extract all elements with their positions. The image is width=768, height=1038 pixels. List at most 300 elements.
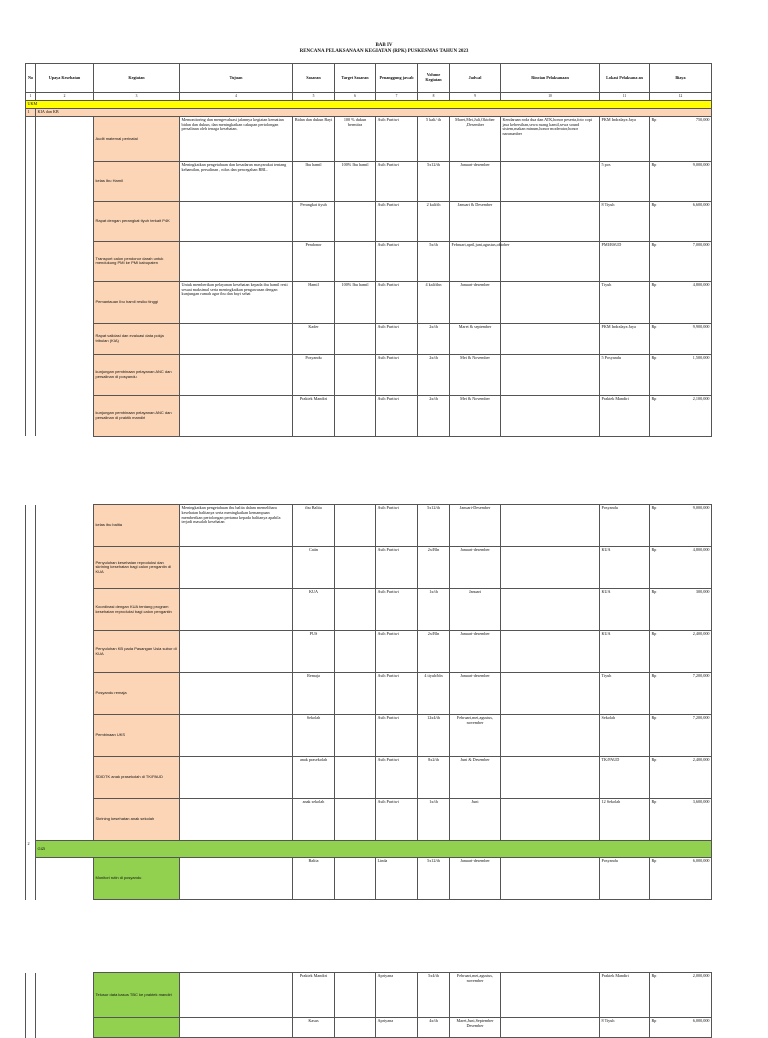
volume-cell: 4 kali/thn [418, 281, 450, 323]
volume-cell: 5x12/th [418, 161, 450, 201]
pj-cell: Asih Purtiwi [376, 673, 418, 715]
upaya-cell [36, 161, 94, 201]
header-row [26, 64, 712, 93]
biaya-currency: Rp [650, 547, 663, 589]
col-no: No [26, 64, 36, 93]
target-cell [335, 973, 376, 1018]
kegiatan-cell: Transport calon pendonor darah untuk mendukung PMI ke PMI kabupaten [94, 241, 180, 281]
column-number-row [26, 93, 712, 101]
kegiatan-cell: Telusur data kasus TBC ke praktek mandiri [94, 973, 180, 1018]
rincian-cell [501, 354, 600, 395]
tujuan-cell [180, 241, 293, 281]
col-number: 8 [418, 93, 450, 101]
upaya-cell [36, 1018, 94, 1038]
col-number: 6 [335, 93, 376, 101]
biaya-value: 6,600,000 [663, 201, 712, 241]
table-row [26, 973, 712, 1018]
rincian-cell [501, 715, 600, 757]
table-row [26, 241, 712, 281]
ukm-row [26, 101, 712, 109]
col-lokasi: Lokasi Pelaksana an [600, 64, 650, 93]
upaya-cell [36, 631, 94, 673]
lokasi-cell: Praktek Mandiri [600, 973, 650, 1018]
no-cell [26, 858, 36, 900]
col-number: 4 [180, 93, 293, 101]
ukm-label: UKM [26, 101, 712, 109]
sasaran-cell: Praktek Mandiri [293, 395, 335, 436]
pj-cell: Asih Purtiwi [376, 547, 418, 589]
jadwal-cell: Februari,mei,agustus, november [450, 973, 501, 1018]
no-cell [26, 505, 36, 547]
table-row [26, 323, 712, 354]
volume-cell: 5x/th [418, 241, 450, 281]
table-row [26, 799, 712, 841]
col-number: 11 [600, 93, 650, 101]
lokasi-cell: Posyandu [600, 505, 650, 547]
tujuan-cell [180, 973, 293, 1018]
biaya-currency: Rp [650, 799, 663, 841]
lokasi-cell: Praktek Mandiri [600, 395, 650, 436]
volume-cell: 4 tiyuh/bln [418, 673, 450, 715]
table-row [26, 116, 712, 161]
table-row [26, 354, 712, 395]
sasaran-cell: Hamil [293, 281, 335, 323]
tujuan-cell: Memonitoring dan mengevaluasi jalannya kegiatan kematian bidan dan dukun, dan meningkatkan cakupan pertolongan persalinan oleh tenaga kesehatan. [180, 116, 293, 161]
pj-cell: Asih Purtiwi [376, 281, 418, 323]
lokasi-cell: KUA [600, 631, 650, 673]
volume-cell: 5 kali/ th [418, 116, 450, 161]
sasaran-cell: anak sekolah [293, 799, 335, 841]
sasaran-cell: Ibu hamil [293, 161, 335, 201]
tujuan-cell [180, 354, 293, 395]
jadwal-cell: Juni [450, 799, 501, 841]
rincian-cell [501, 395, 600, 436]
sasaran-cell: Kasus [293, 1018, 335, 1038]
sasaran-cell: KUA [293, 589, 335, 631]
volume-cell: 4x/th [418, 1018, 450, 1038]
target-cell [335, 323, 376, 354]
target-cell [335, 757, 376, 799]
upaya-cell [36, 323, 94, 354]
kegiatan-cell: Rapat validasi dan evaluasi data pokja tribulan (KIA) [94, 323, 180, 354]
biaya-value: 6,000,000 [663, 1018, 712, 1038]
lokasi-cell: PMI/RSUD [600, 241, 650, 281]
rincian-cell [501, 799, 600, 841]
tujuan-cell [180, 757, 293, 799]
upaya-cell [36, 757, 94, 799]
section-label: KIA dan KB [36, 108, 712, 116]
rincian-cell [501, 589, 600, 631]
lokasi-cell: TK/PAUD [600, 757, 650, 799]
kegiatan-cell: kelas Ibu Hamil [94, 161, 180, 201]
volume-cell: 2x/Bln [418, 547, 450, 589]
table-row [26, 631, 712, 673]
rpk-table-page-1 [25, 63, 712, 437]
pj-cell: Asih Purtiwi [376, 715, 418, 757]
biaya-value: 6,000,000 [663, 858, 712, 900]
upaya-cell [36, 858, 94, 900]
upaya-cell [36, 799, 94, 841]
biaya-value: 7,000,000 [663, 241, 712, 281]
table-row [26, 547, 712, 589]
volume-cell: 2x/Bln [418, 631, 450, 673]
tujuan-cell [180, 201, 293, 241]
biaya-currency: Rp [650, 161, 663, 201]
rincian-cell [501, 973, 600, 1018]
biaya-currency: Rp [650, 1018, 663, 1038]
table-row [26, 201, 712, 241]
tujuan-cell: Meningkatkan pengetahuan ibu balita dalam memelihara kesehatan balitanya serta meningkatkan kemampuan memberikan pertolongan pertama kepada balitanya apabila terjadi masalah kesehatan [180, 505, 293, 547]
rpk-table-page-3 [25, 972, 712, 1038]
biaya-value: 4,800,000 [663, 547, 712, 589]
rincian-cell [501, 1018, 600, 1038]
target-cell [335, 201, 376, 241]
section-gizi-row [26, 841, 712, 858]
sasaran-cell: anak prasekolah [293, 757, 335, 799]
target-cell [335, 505, 376, 547]
section-label: GIZI [36, 841, 712, 858]
pj-cell: Asih Purtiwi [376, 354, 418, 395]
rincian-cell [501, 323, 600, 354]
biaya-currency: Rp [650, 281, 663, 323]
volume-cell: 2x/th [418, 354, 450, 395]
biaya-value: 750,000 [663, 116, 712, 161]
volume-cell: 12x4/th [418, 715, 450, 757]
rincian-cell [501, 241, 600, 281]
no-cell [26, 241, 36, 281]
lokasi-cell: 12 Sekolah [600, 799, 650, 841]
no-cell [26, 715, 36, 757]
kegiatan-cell: Skrining kesehatan anak sekolah [94, 799, 180, 841]
rpk-table-page-2 [25, 504, 712, 900]
no-cell [26, 547, 36, 589]
no-cell [26, 354, 36, 395]
pj-cell: Apriyana [376, 1018, 418, 1038]
biaya-value: 4,800,000 [663, 281, 712, 323]
table-row [26, 161, 712, 201]
section-number: 2 [26, 841, 36, 858]
jadwal-cell: Januari [450, 589, 501, 631]
table-row [26, 395, 712, 436]
biaya-currency: Rp [650, 201, 663, 241]
jadwal-cell: Januari-desember [450, 858, 501, 900]
lokasi-cell: 8 Tiyuh [600, 201, 650, 241]
jadwal-cell: Januari-Desember [450, 505, 501, 547]
jadwal-cell: Februari,april,juni,agustus,oktober [450, 241, 501, 281]
tujuan-cell [180, 799, 293, 841]
target-cell [335, 858, 376, 900]
kegiatan-cell: kelas ibu balita [94, 505, 180, 547]
volume-cell: 2x/th [418, 395, 450, 436]
rincian-cell [501, 757, 600, 799]
page3-body [26, 973, 712, 1038]
kegiatan-cell [94, 1018, 180, 1038]
tujuan-cell [180, 715, 293, 757]
upaya-cell [36, 201, 94, 241]
sasaran-cell: Posyandu [293, 354, 335, 395]
upaya-cell [36, 505, 94, 547]
lokasi-cell: 5 pos [600, 161, 650, 201]
jadwal-cell: Januari-desember [450, 547, 501, 589]
col-number: 10 [501, 93, 600, 101]
sasaran-cell: ibu Balita [293, 505, 335, 547]
target-cell [335, 354, 376, 395]
pj-cell: Asih Purtiwi [376, 116, 418, 161]
col-tujuan: Tujuan [180, 64, 293, 93]
col-kegiatan: Kegiatan [94, 64, 180, 93]
tujuan-cell [180, 323, 293, 354]
col-number: 12 [650, 93, 712, 101]
tujuan-cell [180, 395, 293, 436]
no-cell [26, 161, 36, 201]
upaya-cell [36, 116, 94, 161]
biaya-value: 7,200,000 [663, 673, 712, 715]
no-cell [26, 631, 36, 673]
biaya-currency: Rp [650, 116, 663, 161]
lokasi-cell: Sekolah [600, 715, 650, 757]
target-cell [335, 799, 376, 841]
jadwal-cell: Maret,Mei,Juli,Oktober ,Desember [450, 116, 501, 161]
tujuan-cell [180, 1018, 293, 1038]
no-cell [26, 673, 36, 715]
biaya-value: 300,000 [663, 589, 712, 631]
volume-cell: 5x4/th [418, 973, 450, 1018]
tujuan-cell [180, 858, 293, 900]
upaya-cell [36, 973, 94, 1018]
tujuan-cell [180, 589, 293, 631]
rincian-cell [501, 161, 600, 201]
volume-cell: 1x/th [418, 589, 450, 631]
no-cell [26, 281, 36, 323]
table-row [26, 281, 712, 323]
col-target: Target Sasaran [335, 64, 376, 93]
target-cell [335, 1018, 376, 1038]
lokasi-cell: PKM Indralaya Jaya [600, 323, 650, 354]
jadwal-cell: Februari,mei,agustus, november [450, 715, 501, 757]
biaya-currency: Rp [650, 973, 663, 1018]
lokasi-cell: Posyandu [600, 858, 650, 900]
no-cell [26, 323, 36, 354]
col-number: 3 [94, 93, 180, 101]
col-number: 2 [36, 93, 94, 101]
jadwal-cell: Maret & september [450, 323, 501, 354]
biaya-value: 7,200,000 [663, 715, 712, 757]
jadwal-cell: Mei & November [450, 395, 501, 436]
biaya-value: 1,500,000 [663, 354, 712, 395]
pj-cell: Apriyana [376, 973, 418, 1018]
biaya-value: 2,400,000 [663, 757, 712, 799]
jadwal-cell: Maret,Juni,September Desember [450, 1018, 501, 1038]
biaya-value: 2,000,000 [663, 973, 712, 1018]
biaya-value: 9,000,000 [663, 505, 712, 547]
volume-cell: 8x2/th [418, 757, 450, 799]
sasaran-cell: Perangkat tiyuh [293, 201, 335, 241]
no-cell [26, 1018, 36, 1038]
col-number: 9 [450, 93, 501, 101]
upaya-cell [36, 395, 94, 436]
target-cell [335, 673, 376, 715]
sasaran-cell: PUS [293, 631, 335, 673]
sasaran-cell: Catin [293, 547, 335, 589]
biaya-currency: Rp [650, 323, 663, 354]
upaya-cell [36, 673, 94, 715]
col-biaya: Biaya [650, 64, 712, 93]
col-upaya: Upaya Kesehatan [36, 64, 94, 93]
sasaran-cell: Pendonor [293, 241, 335, 281]
biaya-value: 3,600,000 [663, 799, 712, 841]
col-jadwal: Jadwal [450, 64, 501, 93]
kegiatan-cell: Audit maternal perinatal [94, 116, 180, 161]
kegiatan-cell: Rapat dengan perangkat tiyuh terkait P4K [94, 201, 180, 241]
kegiatan-cell: kunjungan pembinaan pelayanan ANC dan persalinan di posyandu [94, 354, 180, 395]
kegiatan-cell: Pembinaan UKS [94, 715, 180, 757]
pj-cell: Asih Purtiwi [376, 395, 418, 436]
no-cell [26, 116, 36, 161]
volume-cell: 5x12/th [418, 505, 450, 547]
rincian-cell [501, 631, 600, 673]
volume-cell: 2x/th [418, 323, 450, 354]
rincian-cell [501, 201, 600, 241]
gizi-body [26, 858, 712, 900]
no-cell [26, 757, 36, 799]
biaya-value: 9,900,000 [663, 323, 712, 354]
biaya-currency: Rp [650, 631, 663, 673]
sasaran-cell: Praktek Mandiri [293, 973, 335, 1018]
volume-cell: 5x12/th [418, 858, 450, 900]
sasaran-cell: Sekolah [293, 715, 335, 757]
pj-cell: Asih Purtiwi [376, 757, 418, 799]
sasaran-cell: Kader [293, 323, 335, 354]
target-cell [335, 631, 376, 673]
target-cell [335, 547, 376, 589]
col-number: 5 [293, 93, 335, 101]
kegiatan-cell: Penyuluhan KB pada Pasangan Usia subur di KUA [94, 631, 180, 673]
pj-cell: Asih Purtiwi [376, 505, 418, 547]
pj-cell: Asih Purtiwi [376, 589, 418, 631]
biaya-currency: Rp [650, 673, 663, 715]
page1-body [26, 116, 712, 436]
biaya-currency: Rp [650, 395, 663, 436]
jadwal-cell: Januari-desember [450, 631, 501, 673]
kegiatan-cell: Koordinasi dengan KUA tentang program kesehatan reproduksi bagi calon pengantin [94, 589, 180, 631]
rincian-cell [501, 505, 600, 547]
tujuan-cell: Meningkatkan pengetahuan dan kesadaran masyarakat tentang kehamilan, persalinan , nifas dan pencegahan BBL. [180, 161, 293, 201]
upaya-cell [36, 547, 94, 589]
biaya-currency: Rp [650, 505, 663, 547]
jadwal-cell: Mei & November [450, 354, 501, 395]
biaya-currency: Rp [650, 241, 663, 281]
lokasi-cell: Tiyuh [600, 281, 650, 323]
no-cell [26, 973, 36, 1018]
biaya-value: 2,100,000 [663, 395, 712, 436]
pj-cell: Asih Purtiwi [376, 631, 418, 673]
lokasi-cell: 5 Posyandu [600, 354, 650, 395]
kegiatan-cell: Monitori rutin di posyandu [94, 858, 180, 900]
no-cell [26, 799, 36, 841]
tujuan-cell [180, 673, 293, 715]
upaya-cell [36, 589, 94, 631]
section-kia-row [26, 108, 712, 116]
lokasi-cell: KUA [600, 589, 650, 631]
kegiatan-cell: Pemantauan Ibu hamil resiko tinggi [94, 281, 180, 323]
lokasi-cell: Tiyuh [600, 673, 650, 715]
no-cell [26, 395, 36, 436]
upaya-cell [36, 281, 94, 323]
biaya-value: 2,400,000 [663, 631, 712, 673]
target-cell: 100 % dukun bermitra [335, 116, 376, 161]
biaya-currency: Rp [650, 715, 663, 757]
table-row [26, 589, 712, 631]
kegiatan-cell: Posyandu remaja [94, 673, 180, 715]
jadwal-cell: Januari-desember [450, 281, 501, 323]
upaya-cell [36, 715, 94, 757]
biaya-currency: Rp [650, 589, 663, 631]
col-sasaran: Sasaran [293, 64, 335, 93]
document-title: RENCANA PELAKSANAAN KEGIATAN (RPK) PUSKESMAS TAHUN 2023 [299, 49, 469, 54]
rincian-cell [501, 547, 600, 589]
pj-cell: Asih Purtiwi [376, 241, 418, 281]
pj-cell: Asih Purtiwi [376, 161, 418, 201]
chapter-label: BAB IV [375, 43, 393, 48]
table-row [26, 858, 712, 900]
col-rincian: Rincian Pelaksanaan [501, 64, 600, 93]
kegiatan-cell: SDIDTK anak prasekolah di TK/PAUD [94, 757, 180, 799]
target-cell [335, 395, 376, 436]
rincian-cell: Kendaraan roda dua dan ATK,honor peserta,foto copi jasa kebersihan,sewa ruang kamil,sewa sound sistem,makan minum,honor moderator,honor narasumber [501, 116, 600, 161]
pj-cell: Asih Purtiwi [376, 799, 418, 841]
jadwal-cell: Juni & Desember [450, 757, 501, 799]
tujuan-cell: Untuk memberikan pelayanan kesehatan kepada ibu hamil resti sesuai maksimal serta meningkatkan pengawasan dengan kunjungan rumah agar ibu dan bayi sehat [180, 281, 293, 323]
volume-cell: 1x/th [418, 799, 450, 841]
lokasi-cell: KUA [600, 547, 650, 589]
tujuan-cell [180, 631, 293, 673]
pj-cell: Asih Purtiwi [376, 201, 418, 241]
sasaran-cell: Bidan dan dukun Bayi [293, 116, 335, 161]
table-row [26, 757, 712, 799]
col-number: 7 [376, 93, 418, 101]
table-row [26, 1018, 712, 1038]
table-row [26, 715, 712, 757]
jadwal-cell: Januari & Desember [450, 201, 501, 241]
pj-cell: Linda [376, 858, 418, 900]
target-cell: 100% Ibu hamil [335, 281, 376, 323]
no-cell [26, 201, 36, 241]
biaya-currency: Rp [650, 354, 663, 395]
table-row [26, 673, 712, 715]
upaya-cell [36, 241, 94, 281]
no-cell [26, 589, 36, 631]
col-number: 1 [26, 93, 36, 101]
tujuan-cell [180, 547, 293, 589]
rincian-cell [501, 858, 600, 900]
lokasi-cell: PKM Indralaya Jaya [600, 116, 650, 161]
jadwal-cell: Januari-desember [450, 673, 501, 715]
lokasi-cell: 8 Tiyuh [600, 1018, 650, 1038]
biaya-currency: Rp [650, 858, 663, 900]
rincian-cell [501, 673, 600, 715]
upaya-cell [36, 354, 94, 395]
jadwal-cell: Januari-desember [450, 161, 501, 201]
biaya-value: 9,000,000 [663, 161, 712, 201]
biaya-currency: Rp [650, 757, 663, 799]
target-cell [335, 715, 376, 757]
sasaran-cell: Remaja [293, 673, 335, 715]
sasaran-cell: Balita [293, 858, 335, 900]
kegiatan-cell: Penyuluhan kesehatan reproduksi dan skrining kesehatan bagi calon pengantin di KUA [94, 547, 180, 589]
kegiatan-cell: kunjungan pembinaan pelayanan ANC dan persalinan di praktik mandiri [94, 395, 180, 436]
target-cell [335, 589, 376, 631]
target-cell: 100% Ibu hamil [335, 161, 376, 201]
